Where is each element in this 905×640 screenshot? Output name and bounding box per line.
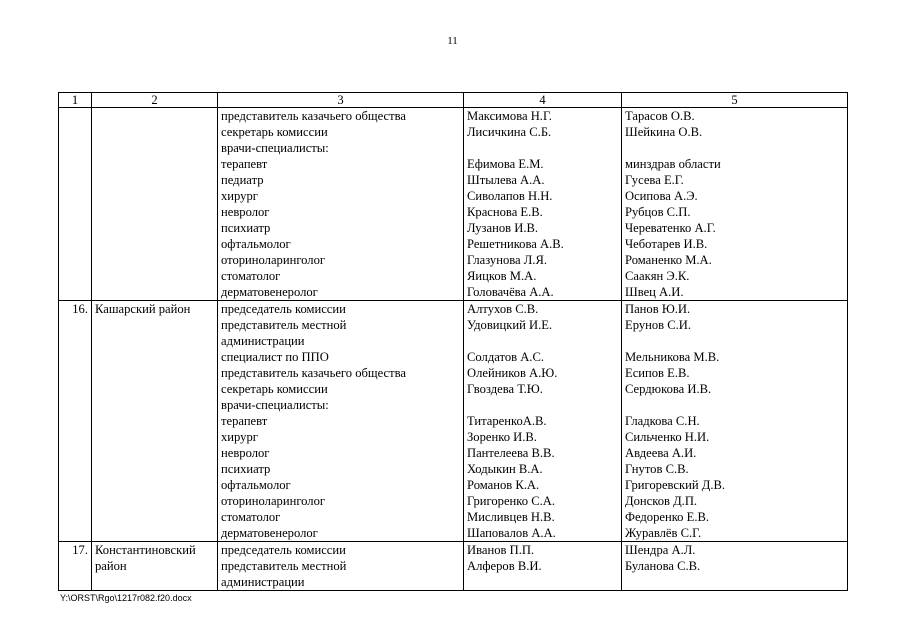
role: терапевт xyxy=(221,414,268,428)
reserve-member-cell xyxy=(622,108,848,301)
role: секретарь комиссии xyxy=(221,382,328,396)
role: представитель местной xyxy=(221,559,347,573)
reserve-member-name: Есипов Е.В. xyxy=(625,366,690,380)
reserve-member-name: Сердюкова И.В. xyxy=(625,382,712,396)
member-name: Решетникова А.В. xyxy=(467,237,564,251)
reserve-member-name: Буланова С.В. xyxy=(625,559,701,573)
reserve-member-name: Гусева Е.Г. xyxy=(625,173,684,187)
member-name xyxy=(464,397,621,413)
reserve-member-name: Мельникова М.В. xyxy=(625,350,720,364)
role: председатель комиссии xyxy=(221,543,346,557)
table-header-row xyxy=(59,93,848,108)
role-cell xyxy=(218,108,464,301)
member-name: Сиволапов Н.Н. xyxy=(467,189,553,203)
member-name: Краснова Е.В. xyxy=(467,205,543,219)
reserve-member-cell xyxy=(622,542,848,591)
role: офтальмолог xyxy=(221,478,291,492)
reserve-member-name: Сильченко Н.И. xyxy=(625,430,710,444)
role: терапевт xyxy=(221,157,268,171)
member-name xyxy=(464,140,621,156)
role: специалист по ППО xyxy=(221,350,329,364)
column-header: 1 xyxy=(59,93,92,108)
member-name: Мисливцев Н.В. xyxy=(467,510,555,524)
reserve-member-name xyxy=(622,140,847,156)
reserve-member-name: Осипова А.Э. xyxy=(625,189,698,203)
member-name: Глазунова Л.Я. xyxy=(467,253,548,267)
role: секретарь комиссии xyxy=(221,125,328,139)
reserve-member-name: Ерунов С.И. xyxy=(625,318,692,332)
district-group-row xyxy=(59,301,848,542)
role: офтальмолог xyxy=(221,237,291,251)
member-name: Лузанов И.В. xyxy=(467,221,539,235)
role: оториноларинголог xyxy=(221,253,326,267)
district-name: Константиновский xyxy=(95,543,196,557)
reserve-member-name: Гладкова С.Н. xyxy=(625,414,700,428)
member-name: Зоренко И.В. xyxy=(467,430,537,444)
role: дерматовенеролог xyxy=(221,526,318,540)
member-name: Головачёва А.А. xyxy=(467,285,554,299)
column-header: 5 xyxy=(622,93,848,108)
role: оториноларинголог xyxy=(221,494,326,508)
district-name: район xyxy=(95,559,127,573)
member-cell xyxy=(464,301,622,542)
member-cell xyxy=(464,108,622,301)
member-name: Романов К.А. xyxy=(467,478,540,492)
reserve-member-cell xyxy=(622,301,848,542)
reserve-member-name: Тарасов О.В. xyxy=(625,109,695,123)
reserve-member-name: Швец А.И. xyxy=(625,285,684,299)
district-cell xyxy=(92,108,218,301)
member-name: Штылева А.А. xyxy=(467,173,545,187)
member-name xyxy=(464,574,621,590)
role: дерматовенеролог xyxy=(221,285,318,299)
role: врачи-специалисты: xyxy=(221,141,329,155)
role: председатель комиссии xyxy=(221,302,346,316)
reserve-member-name: Шейкина О.В. xyxy=(625,125,703,139)
row-number xyxy=(59,108,88,124)
member-name: Удовицкий И.Е. xyxy=(467,318,553,332)
reserve-member-name: Гнутов С.В. xyxy=(625,462,689,476)
reserve-member-name: Саакян Э.К. xyxy=(625,269,690,283)
reserve-member-name: Рубцов С.П. xyxy=(625,205,691,219)
district-name: Кашарский район xyxy=(95,302,191,316)
member-name: Алтухов С.В. xyxy=(467,302,539,316)
member-name: Максимова Н.Г. xyxy=(467,109,552,123)
reserve-member-name xyxy=(622,397,847,413)
column-header: 4 xyxy=(464,93,622,108)
row-number-cell xyxy=(59,301,92,542)
column-header: 3 xyxy=(218,93,464,108)
member-name: Пантелеева В.В. xyxy=(467,446,555,460)
reserve-member-name: Журавлёв С.Г. xyxy=(625,526,702,540)
reserve-member-name: Чеботарев И.В. xyxy=(625,237,708,251)
role: представитель казачьего общества xyxy=(221,109,406,123)
role-cell xyxy=(218,301,464,542)
role: представитель местной xyxy=(221,318,347,332)
member-name: Григоренко С.А. xyxy=(467,494,556,508)
member-name xyxy=(464,333,621,349)
district-group-row xyxy=(59,108,848,301)
district-cell xyxy=(92,542,218,591)
reserve-member-name: Григоревский Д.В. xyxy=(625,478,726,492)
member-name: Яицков М.А. xyxy=(467,269,537,283)
role: педиатр xyxy=(221,173,264,187)
page-number: 11 xyxy=(447,35,458,47)
role: стоматолог xyxy=(221,269,281,283)
reserve-member-name: Донсков Д.П. xyxy=(625,494,698,508)
reserve-member-name: Романенко М.А. xyxy=(625,253,712,267)
reserve-member-name: Череватенко А.Г. xyxy=(625,221,716,235)
member-name: Шаповалов А.А. xyxy=(467,526,556,540)
role: администрации xyxy=(221,575,305,589)
reserve-member-name: Панов Ю.И. xyxy=(625,302,691,316)
role: невролог xyxy=(221,205,270,219)
role: представитель казачьего общества xyxy=(221,366,406,380)
reserve-member-name xyxy=(622,574,847,590)
role: психиатр xyxy=(221,462,271,476)
role: психиатр xyxy=(221,221,271,235)
member-name: Иванов П.П. xyxy=(467,543,535,557)
role-cell xyxy=(218,542,464,591)
district-group-row xyxy=(59,542,848,591)
column-header: 2 xyxy=(92,93,218,108)
reserve-member-name: минздрав области xyxy=(625,157,721,171)
member-name: ТитаренкоА.В. xyxy=(467,414,547,428)
role: стоматолог xyxy=(221,510,281,524)
role: администрации xyxy=(221,334,305,348)
commission-table xyxy=(58,92,848,591)
member-name: Ходыкин В.А. xyxy=(467,462,543,476)
reserve-member-name: Шендра А.Л. xyxy=(625,543,696,557)
member-name: Олейников А.Ю. xyxy=(467,366,558,380)
reserve-member-name: Авдеева А.И. xyxy=(625,446,697,460)
role: невролог xyxy=(221,446,270,460)
district-cell xyxy=(92,301,218,542)
member-name: Ефимова Е.М. xyxy=(467,157,544,171)
file-path: Y:\ORST\Rgo\1217r082.f20.docx xyxy=(60,593,192,603)
row-number: 16. xyxy=(72,302,88,316)
reserve-member-name xyxy=(622,333,847,349)
row-number: 17. xyxy=(72,543,88,557)
member-cell xyxy=(464,542,622,591)
reserve-member-name: Федоренко Е.В. xyxy=(625,510,710,524)
role: хирург xyxy=(221,430,258,444)
member-name: Алферов В.И. xyxy=(467,559,542,573)
role: врачи-специалисты: xyxy=(221,398,329,412)
member-name: Лисичкина С.Б. xyxy=(467,125,552,139)
row-number-cell xyxy=(59,108,92,301)
role: хирург xyxy=(221,189,258,203)
member-name: Гвоздева Т.Ю. xyxy=(467,382,543,396)
member-name: Солдатов А.С. xyxy=(467,350,545,364)
row-number-cell xyxy=(59,542,92,591)
